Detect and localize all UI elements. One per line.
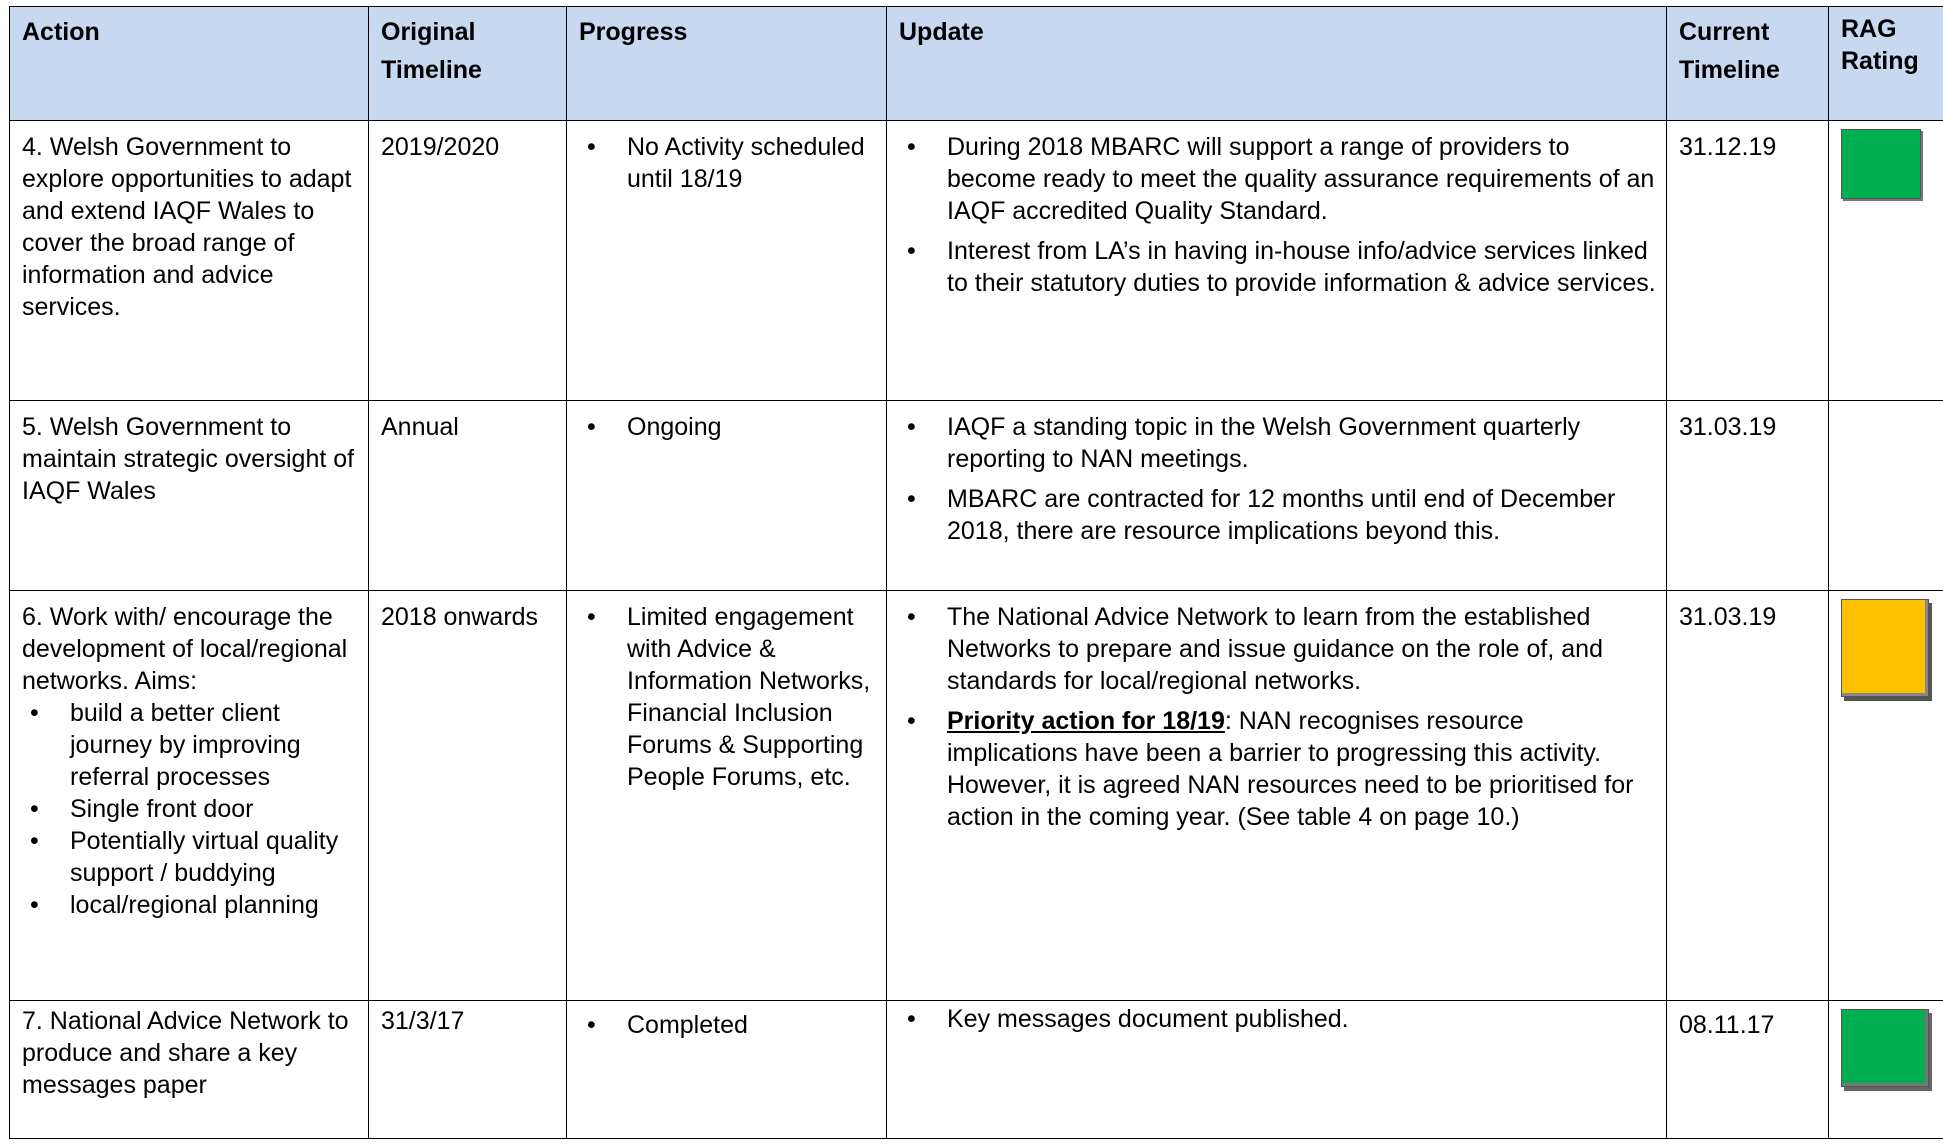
update-item: • Interest from LA’s in having in-house info/advice services linked to their statutory duties to provide information & advice services. [899,235,1656,299]
rag-cell [1829,591,1943,1001]
rag-cell [1829,1001,1943,1139]
action-aim-item: • Single front door [22,793,358,825]
header-update: Update [887,7,1667,121]
update-cell [887,591,1667,1001]
current-timeline-cell: 31.03.19 [1667,591,1829,1001]
progress-cell [567,401,887,591]
table-row [10,1001,1943,1139]
progress-item: • Limited engagement with Advice & Information Networks, Financial Inclusion Forums & Supporting People Forums, etc. [579,601,876,793]
rag-green-indicator [1841,1009,1929,1087]
original-timeline-cell: 2019/2020 [369,121,567,401]
update-item: • Key messages document published. [899,1003,1656,1035]
original-timeline-cell: 31/3/17 [369,1001,567,1139]
update-item: • During 2018 MBARC will support a range of providers to become ready to meet the quality assurance requirements of an IAQF accredited Quality Standard. [899,131,1656,227]
action-cell: 7. National Advice Network to produce and share a key messages paper [10,1001,369,1139]
original-timeline-cell: Annual [369,401,567,591]
table-row [10,121,1943,401]
table-row [10,401,1943,591]
update-cell [887,401,1667,591]
rag-cell [1829,401,1943,591]
update-cell [887,1001,1667,1139]
progress-cell [567,1001,887,1139]
rag-amber-indicator [1841,599,1929,697]
progress-cell [567,121,887,401]
update-item: • The National Advice Network to learn from the established Networks to prepare and issue guidance on the role of, and standards for local/regional networks. [899,601,1656,697]
update-item: • IAQF a standing topic in the Welsh Government quarterly reporting to NAN meetings. [899,411,1656,475]
progress-item: • Ongoing [579,411,876,443]
action-text: 6. Work with/ encourage the development of local/regional networks. Aims: [22,603,348,695]
header-original-timeline: Original Timeline [369,7,567,121]
header-current-timeline: Current Timeline [1667,7,1829,121]
action-table [9,6,1943,1139]
update-cell [887,121,1667,401]
table-row [10,591,1943,1001]
action-cell [10,591,369,1001]
header-progress: Progress [567,7,887,121]
action-aim-item: • Potentially virtual quality support / buddying [22,825,358,889]
current-timeline-cell: 31.03.19 [1667,401,1829,591]
action-cell: 4. Welsh Government to explore opportunities to adapt and extend IAQF Wales to cover the broad range of information and advice services. [10,121,369,401]
priority-label: Priority action for 18/19 [947,707,1225,735]
update-item: • MBARC are contracted for 12 months until end of December 2018, there are resource implications beyond this. [899,483,1656,547]
header-rag-rating: RAG Rating [1829,7,1943,121]
header-action: Action [10,7,369,121]
rag-cell [1829,121,1943,401]
current-timeline-cell: 31.12.19 [1667,121,1829,401]
original-timeline-cell: 2018 onwards [369,591,567,1001]
update-item [899,705,1656,833]
action-aim-item: • build a better client journey by improving referral processes [22,697,358,793]
header-row [10,7,1943,121]
action-aim-item: • local/regional planning [22,889,358,921]
priority-text: : NAN recognises resource implications have been a barrier to progressing this activity. However, it is agreed NAN resources need to be prioritised for action in the coming year. (See table 4 on page 10.) [947,707,1634,831]
rag-green-indicator [1841,129,1921,199]
current-timeline-cell: 08.11.17 [1667,1001,1829,1139]
progress-cell [567,591,887,1001]
action-cell: 5. Welsh Government to maintain strategic oversight of IAQF Wales [10,401,369,591]
progress-item: • No Activity scheduled until 18/19 [579,131,876,195]
progress-item: • Completed [579,1009,876,1041]
